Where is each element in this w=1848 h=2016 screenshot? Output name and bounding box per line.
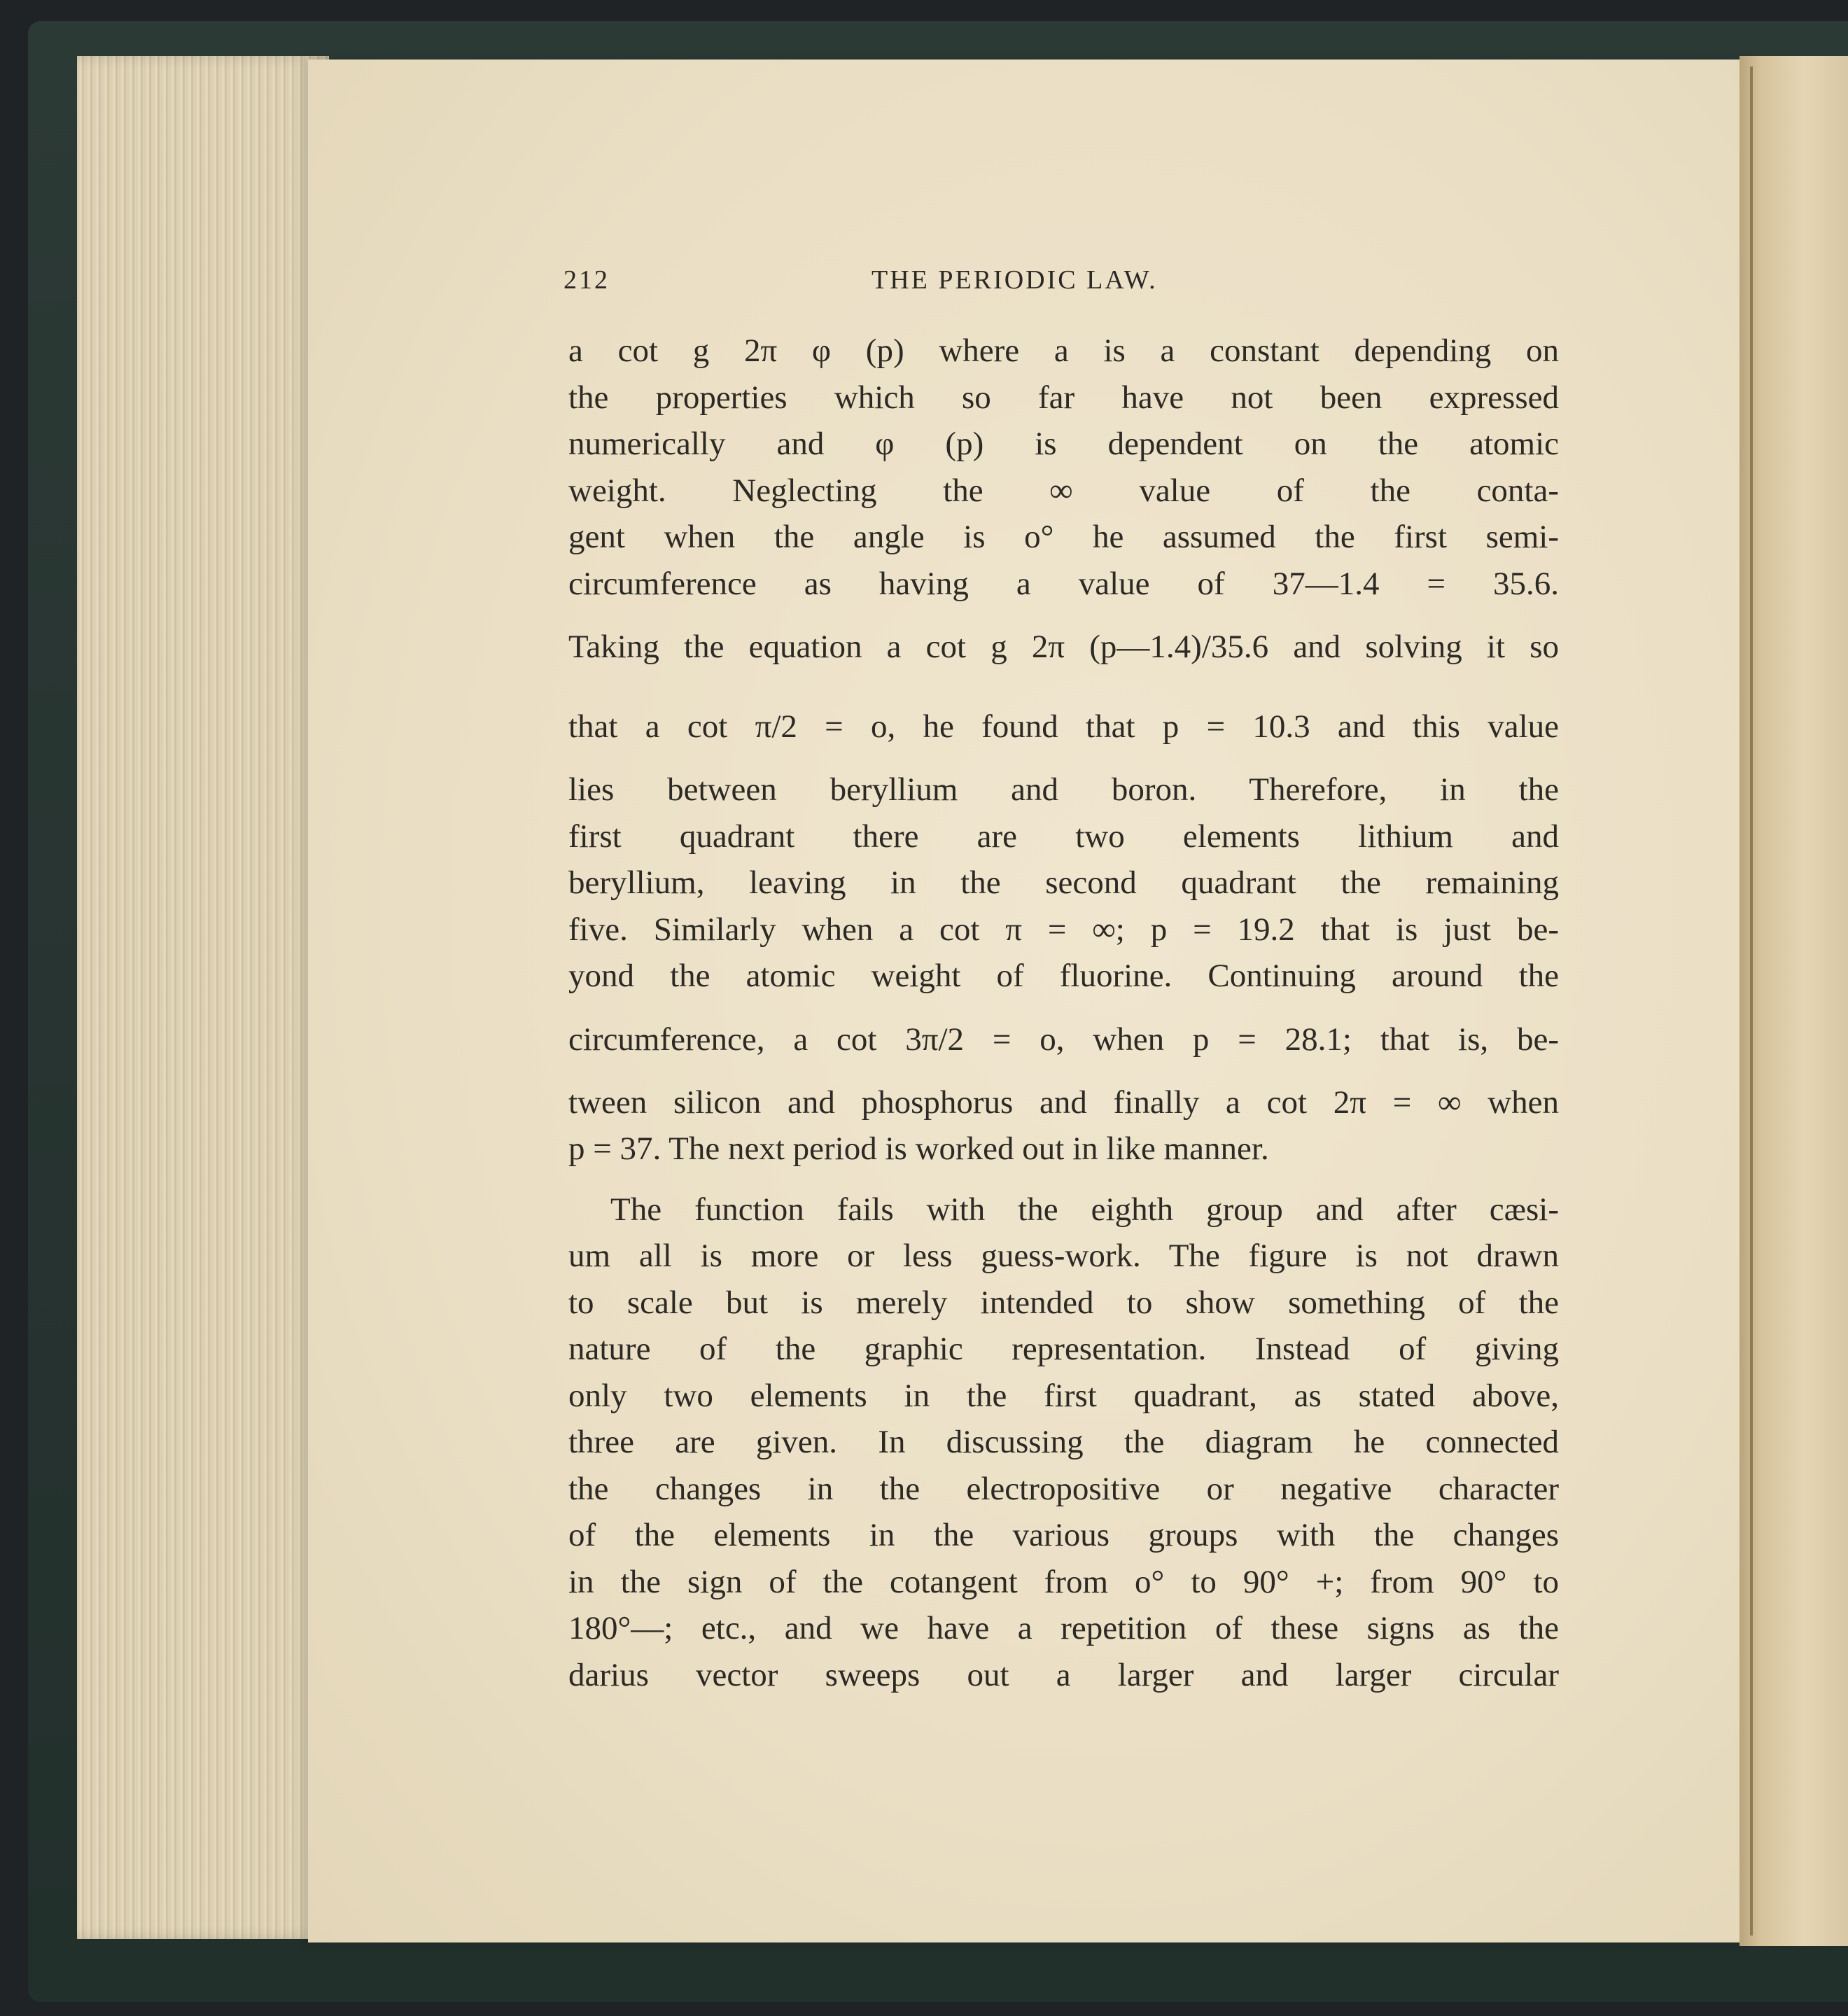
page-edges (77, 56, 329, 1939)
text-line: to scale but is merely intended to show something of the (568, 1284, 1559, 1321)
text-line: um all is more or less guess-work. The figure is not drawn (568, 1238, 1559, 1274)
body-text (568, 328, 1559, 1698)
text-line: circumference, a cot 3π/2 = o, when p = 28.1; that is, be- (568, 1021, 1559, 1058)
text-line: beryllium, leaving in the second quadrant the remaining (568, 864, 1559, 901)
text-line: lies between beryllium and boron. Therefore, in the (568, 771, 1559, 808)
text-line: numerically and φ (p) is dependent on the atomic (568, 426, 1559, 462)
text-line: the properties which so far have not been expressed (568, 379, 1559, 416)
text-line: weight. Neglecting the ∞ value of the conta- (568, 472, 1559, 509)
text-line: nature of the graphic representation. Instead of giving (568, 1331, 1559, 1367)
text-line: darius vector sweeps out a larger and larger circular (568, 1656, 1559, 1693)
page-number: 212 (564, 265, 610, 295)
text-line: p = 37. The next period is worked out in like manner. (568, 1130, 1269, 1167)
paragraph-1 (568, 328, 1559, 1172)
text-line: circumference as having a value of 37—1.4 = 35.6. (568, 565, 1559, 602)
text-line: in the sign of the cotangent from o° to 90° +; from 90° to (568, 1563, 1559, 1600)
text-line: of the elements in the various groups with the changes (568, 1517, 1559, 1553)
text-line: Taking the equation a cot g 2π (p—1.4)/35.6 and solving it so (568, 629, 1559, 665)
next-page-edge (1740, 56, 1848, 1946)
paragraph-gap (568, 1172, 1559, 1186)
text-line: that a cot π/2 = o, he found that p = 10.3 and this value (568, 708, 1559, 745)
text-line: The function fails with the eighth group and after cæsi- (610, 1191, 1559, 1228)
text-line: gent when the angle is o° he assumed the first semi- (568, 519, 1559, 555)
text-line: yond the atomic weight of fluorine. Continuing around the (568, 958, 1559, 994)
text-line: first quadrant there are two elements lithium and (568, 818, 1559, 855)
text-line: the changes in the electropositive or negative character (568, 1470, 1559, 1507)
text-line: three are given. In discussing the diagram he connected (568, 1424, 1559, 1460)
running-head (564, 265, 1558, 300)
running-title: THE PERIODIC LAW. (872, 265, 1158, 295)
text-line: tween silicon and phosphorus and finally a cot 2π = ∞ when (568, 1084, 1559, 1121)
text-line: five. Similarly when a cot π = ∞; p = 19.2 that is just be- (568, 911, 1559, 948)
paragraph-2 (568, 1186, 1559, 1699)
text-line: 180°—; etc., and we have a repetition of these signs as the (568, 1610, 1559, 1646)
text-line: a cot g 2π φ (p) where a is a constant depending on (568, 332, 1559, 369)
text-line: only two elements in the first quadrant, as stated above, (568, 1377, 1559, 1414)
gutter-line (1750, 66, 1753, 1935)
